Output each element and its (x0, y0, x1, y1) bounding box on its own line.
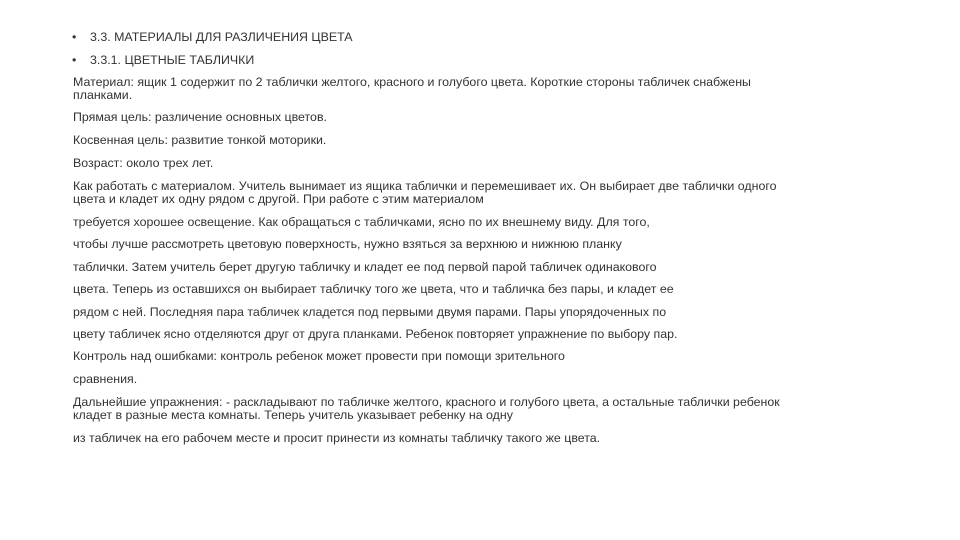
error-control-line: сравнения. (73, 372, 138, 386)
subsection-heading: 3.3.1. ЦВЕТНЫЕ ТАБЛИЧКИ (90, 53, 255, 67)
procedure-line: чтобы лучше рассмотреть цветовую поверхность, нужно взяться за верхнюю и нижнюю планку (73, 237, 622, 251)
section-heading: 3.3. МАТЕРИАЛЫ ДЛЯ РАЗЛИЧЕНИЯ ЦВЕТА (90, 30, 353, 44)
bullet-marker: • (72, 53, 77, 67)
procedure-line: цвета и кладет их одну рядом с другой. При работе с этим материалом (73, 192, 484, 206)
error-control-line: Контроль над ошибками: контроль ребенок может провести при помощи зрительного (73, 349, 565, 363)
bullet-marker: • (72, 30, 77, 44)
indirect-goal-line: Косвенная цель: развитие тонкой моторики. (73, 133, 327, 147)
procedure-line: цвету табличек ясно отделяются друг от друга планками. Ребенок повторяет упражнение по выбору пар. (73, 327, 678, 341)
material-line: Материал: ящик 1 содержит по 2 таблички желтого, красного и голубого цвета. Короткие стороны табличек снабжены (73, 75, 751, 89)
further-exercises-line: из табличек на его рабочем месте и просит принести из комнаты табличку такого же цвета. (73, 431, 601, 445)
further-exercises-line: кладет в разные места комнаты. Теперь учитель указывает ребенку на одну (73, 408, 513, 422)
procedure-line: цвета. Теперь из оставшихся он выбирает табличку того же цвета, что и табличка без пары, и кладет ее (73, 282, 674, 296)
procedure-line: таблички. Затем учитель берет другую табличку и кладет ее под первой парой табличек одинакового (73, 260, 657, 274)
procedure-line: рядом с ней. Последняя пара табличек кладется под первыми двумя парами. Пары упорядоченных по (73, 305, 667, 319)
further-exercises-line: Дальнейшие упражнения: - раскладывают по табличке желтого, красного и голубого цвета, а остальные таблички ребенок (73, 395, 780, 409)
procedure-line: требуется хорошее освещение. Как обращаться с табличками, ясно по их внешнему виду. Для того, (73, 215, 650, 229)
age-line: Возраст: около трех лет. (73, 156, 214, 170)
direct-goal-line: Прямая цель: различение основных цветов. (73, 110, 327, 124)
material-line: планками. (73, 88, 133, 102)
procedure-line: Как работать с материалом. Учитель вынимает из ящика таблички и перемешивает их. Он выбирает две таблички одного (73, 179, 777, 193)
